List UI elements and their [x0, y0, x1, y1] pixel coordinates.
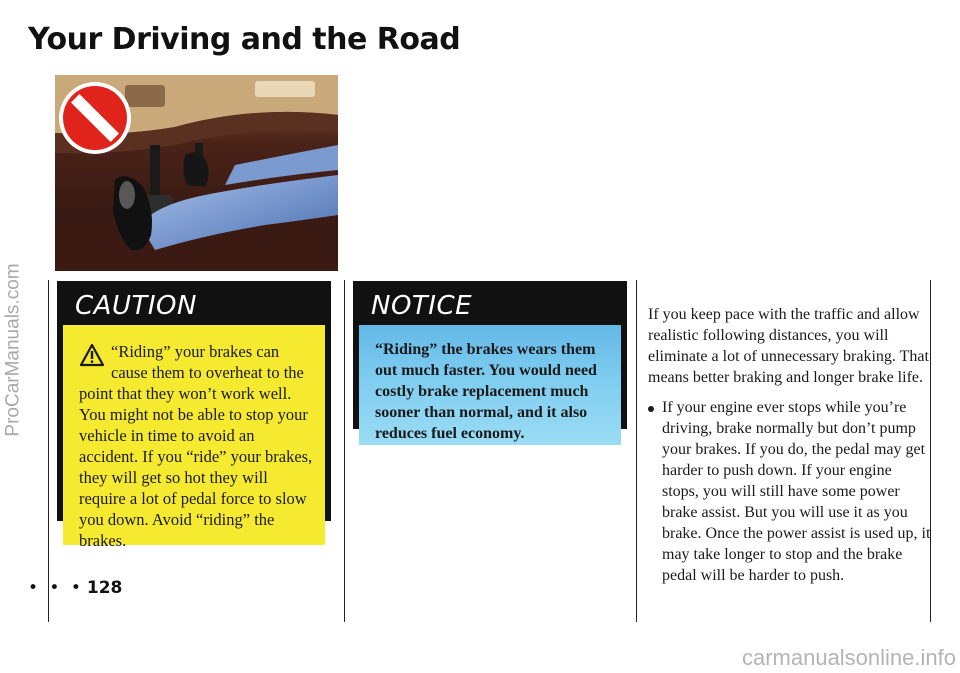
- body-text-column: [648, 304, 932, 586]
- caution-box: [57, 281, 331, 550]
- column-divider-middle: [344, 280, 345, 622]
- page-title: Your Driving and the Road: [28, 22, 461, 57]
- caution-text: “Riding” your brakes can cause them to overheat to the point that they won’t work well. You might not be able to stop your vehicle in time to avoid an accident. If you “ride” your brakes, they will get so hot they will require a lot of pedal force to slow you down. Avoid “riding” the brakes.: [79, 342, 313, 550]
- caution-header: CAUTION: [75, 291, 197, 321]
- bullet-item: [648, 397, 932, 586]
- body-paragraph: If you keep pace with the traffic and allow realistic following distances, you will eliminate a lot of unnecessary braking. That means better braking and longer brake life.: [648, 306, 929, 386]
- prohibition-icon: [59, 82, 131, 154]
- bullet-dot-icon: [648, 397, 662, 586]
- column-divider-left: [48, 280, 49, 622]
- warning-triangle-icon: [79, 343, 105, 367]
- bullet-text: If your engine ever stops while you’re driving, brake normally but don’t pump your brakes. If you do, the pedal may get harder to push down. If your engine stops, you will still have some power brake assist. But you will use it as you brake. Once the power assist is used up, it may take longer to stop and the brake pedal will be harder to push.: [662, 399, 931, 584]
- brake-riding-photo: [55, 75, 338, 271]
- page-number: • • • 128: [28, 578, 123, 598]
- side-watermark: ProCarManuals.com: [3, 263, 25, 437]
- notice-body: “Riding” the brakes wears them out much faster. You would need costly brake replacement much sooner than normal, and it also reduces fuel economy.: [359, 325, 621, 445]
- notice-box: [353, 281, 627, 442]
- column-divider-right: [636, 280, 637, 622]
- bottom-watermark: carmanualsonline.info: [741, 645, 956, 670]
- notice-header: NOTICE: [371, 291, 473, 321]
- caution-body: [63, 325, 325, 550]
